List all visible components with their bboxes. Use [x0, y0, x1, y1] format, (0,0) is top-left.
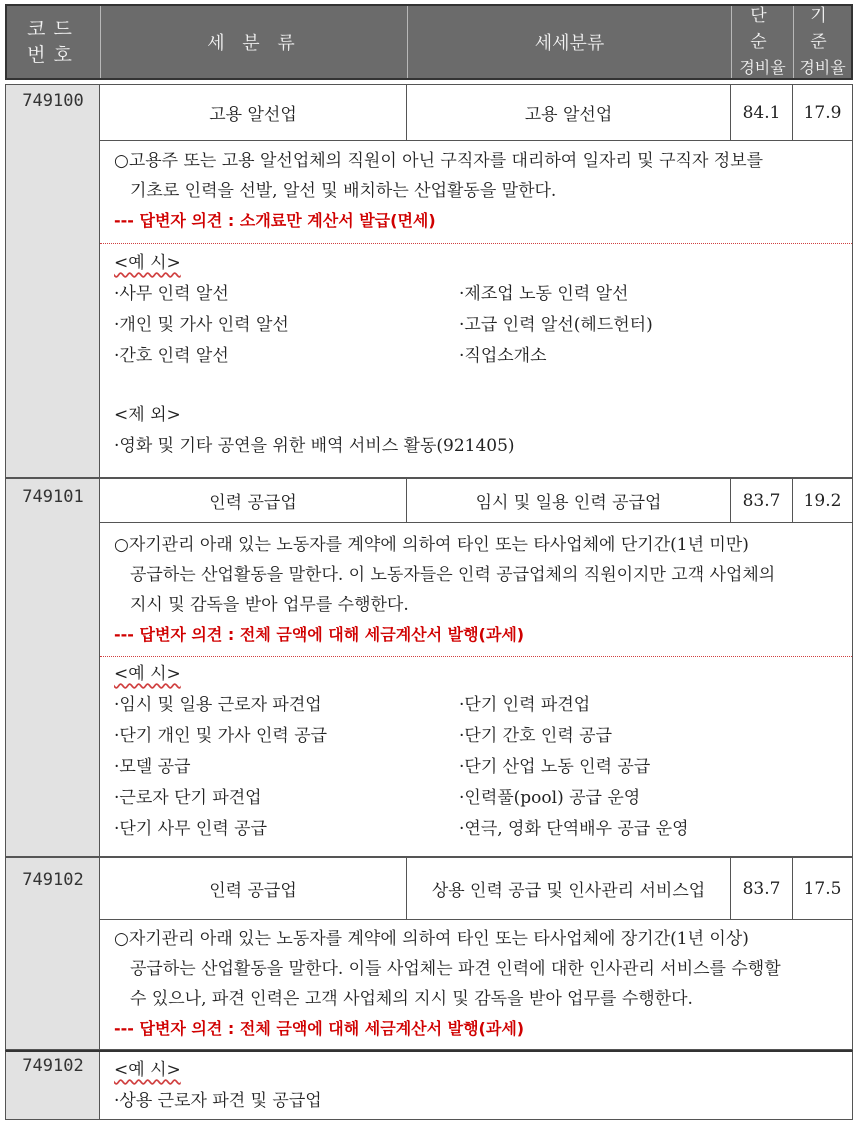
example-item: ·단기 개인 및 가사 인력 공급 [114, 726, 328, 746]
section-749101 [5, 478, 853, 857]
description-line: 공급하는 산업활동을 말한다. 이 노동자들은 인력 공급업체의 직원이지만 고객 사업체의 [130, 565, 776, 585]
examples-header: <예 시> [114, 1060, 181, 1080]
simple-rate-cell: 84.1 [731, 85, 793, 140]
example-item: ·단기 사무 인력 공급 [114, 819, 267, 839]
base-rate-cell: 17.5 [803, 878, 842, 899]
example-item: ·상용 근로자 파견 및 공급업 [114, 1091, 322, 1111]
header-simple-rate-line2: 경비율 [739, 58, 786, 77]
section-description [100, 530, 852, 650]
description-line: 기초로 인력을 선발, 알선 및 배치하는 산업활동을 말한다. [130, 181, 557, 201]
section-title-row [100, 85, 852, 141]
exclusions-header: <제 외> [114, 405, 181, 425]
section-title-row [100, 858, 852, 920]
examples-grid [114, 690, 852, 845]
respondent-opinion: --- 답변자 의견 : 소개료만 계산서 발급(면세) [114, 211, 436, 230]
header-simple-rate [732, 6, 794, 78]
description-line: 공급하는 산업활동을 말한다. 이들 사업체는 파견 인력에 대한 인사관리 서비스를 수행할 [130, 959, 781, 979]
description-line: ○고용주 또는 고용 알선업체의 직원이 아닌 구직자를 대리하여 일자리 및 구직자 정보를 [114, 151, 764, 171]
section-code: 749100 [22, 91, 84, 111]
respondent-opinion: --- 답변자 의견 : 전체 금액에 대해 세금계산서 발행(과세) [114, 1019, 525, 1038]
header-code-line2: 번호 [27, 44, 80, 66]
examples-block [100, 659, 852, 845]
description-line: 수 있으나, 파견 인력은 고객 사업체의 지시 및 감독을 받아 업무를 수행한다. [130, 989, 693, 1009]
examples-block [100, 248, 852, 462]
subsubcategory-cell: 고용 알선업 [407, 85, 731, 140]
header-simple-rate-line1: 단 순 [750, 6, 775, 52]
example-item: ·모델 공급 [114, 757, 191, 777]
header-subsubcategory: 세세분류 [408, 6, 732, 78]
section-code: 749102 [22, 1056, 84, 1076]
example-item: ·직업소개소 [459, 346, 547, 366]
dotted-separator [100, 656, 852, 657]
example-item: ·단기 산업 노동 인력 공급 [459, 757, 651, 777]
respondent-opinion: --- 답변자 의견 : 전체 금액에 대해 세금계산서 발행(과세) [114, 625, 525, 644]
example-item: ·개인 및 가사 인력 알선 [114, 315, 289, 335]
section-749102-examples [5, 1050, 853, 1120]
subcategory-cell: 인력 공급업 [100, 858, 407, 919]
section-code: 749102 [22, 870, 84, 890]
dotted-separator [100, 243, 852, 244]
description-line: ○자기관리 아래 있는 노동자를 계약에 의하여 타인 또는 타사업체에 단기간(1년 미만) [114, 535, 749, 555]
table-header [5, 4, 853, 80]
example-item: ·고급 인력 알선(헤드헌터) [459, 315, 653, 335]
subcategory-cell: 인력 공급업 [100, 479, 407, 522]
header-base-rate [794, 6, 851, 78]
example-item: ·제조업 노동 인력 알선 [459, 284, 629, 304]
subsubcategory-cell: 상용 인력 공급 및 인사관리 서비스업 [407, 858, 731, 919]
description-line: 지시 및 감독을 받아 업무를 수행한다. [130, 595, 409, 615]
example-item: ·사무 인력 알선 [114, 284, 229, 304]
examples-header: <예 시> [114, 253, 181, 273]
header-code [7, 6, 101, 78]
example-item: ·근로자 단기 파견업 [114, 788, 262, 808]
code-column [6, 85, 100, 477]
example-item: ·간호 인력 알선 [114, 346, 229, 366]
section-749100 [5, 84, 853, 478]
example-item: ·단기 간호 인력 공급 [459, 726, 612, 746]
section-description [100, 146, 852, 236]
section-title-row [100, 479, 852, 523]
base-rate-cell: 19.2 [803, 490, 842, 511]
examples-header: <예 시> [114, 664, 181, 684]
header-base-rate-line1: 기 준 [810, 6, 835, 52]
base-rate-cell: 17.9 [803, 102, 842, 123]
subsubcategory-cell: 임시 및 일용 인력 공급업 [407, 479, 731, 522]
subcategory-cell: 고용 알선업 [100, 85, 407, 140]
simple-rate-cell: 83.7 [731, 479, 793, 522]
header-subcategory: 세 분 류 [101, 6, 408, 78]
exclusion-item: ·영화 및 기타 공연을 위한 배역 서비스 활동(921405) [114, 436, 515, 456]
example-item: ·임시 및 일용 근로자 파견업 [114, 695, 322, 715]
section-749102 [5, 857, 853, 1050]
examples-block [100, 1055, 852, 1117]
example-item: ·인력풀(pool) 공급 운영 [459, 788, 641, 808]
section-code: 749101 [22, 487, 84, 507]
example-item: ·단기 인력 파견업 [459, 695, 591, 715]
examples-grid [114, 279, 852, 372]
simple-rate-cell: 83.7 [731, 858, 793, 919]
header-code-line1: 코드 [27, 18, 80, 40]
header-base-rate-line2: 경비율 [799, 58, 846, 77]
description-line: ○자기관리 아래 있는 노동자를 계약에 의하여 타인 또는 타사업체에 장기간(1년 이상) [114, 929, 749, 949]
section-description [100, 924, 852, 1044]
code-column [6, 479, 100, 856]
example-item: ·연극, 영화 단역배우 공급 운영 [459, 819, 689, 839]
